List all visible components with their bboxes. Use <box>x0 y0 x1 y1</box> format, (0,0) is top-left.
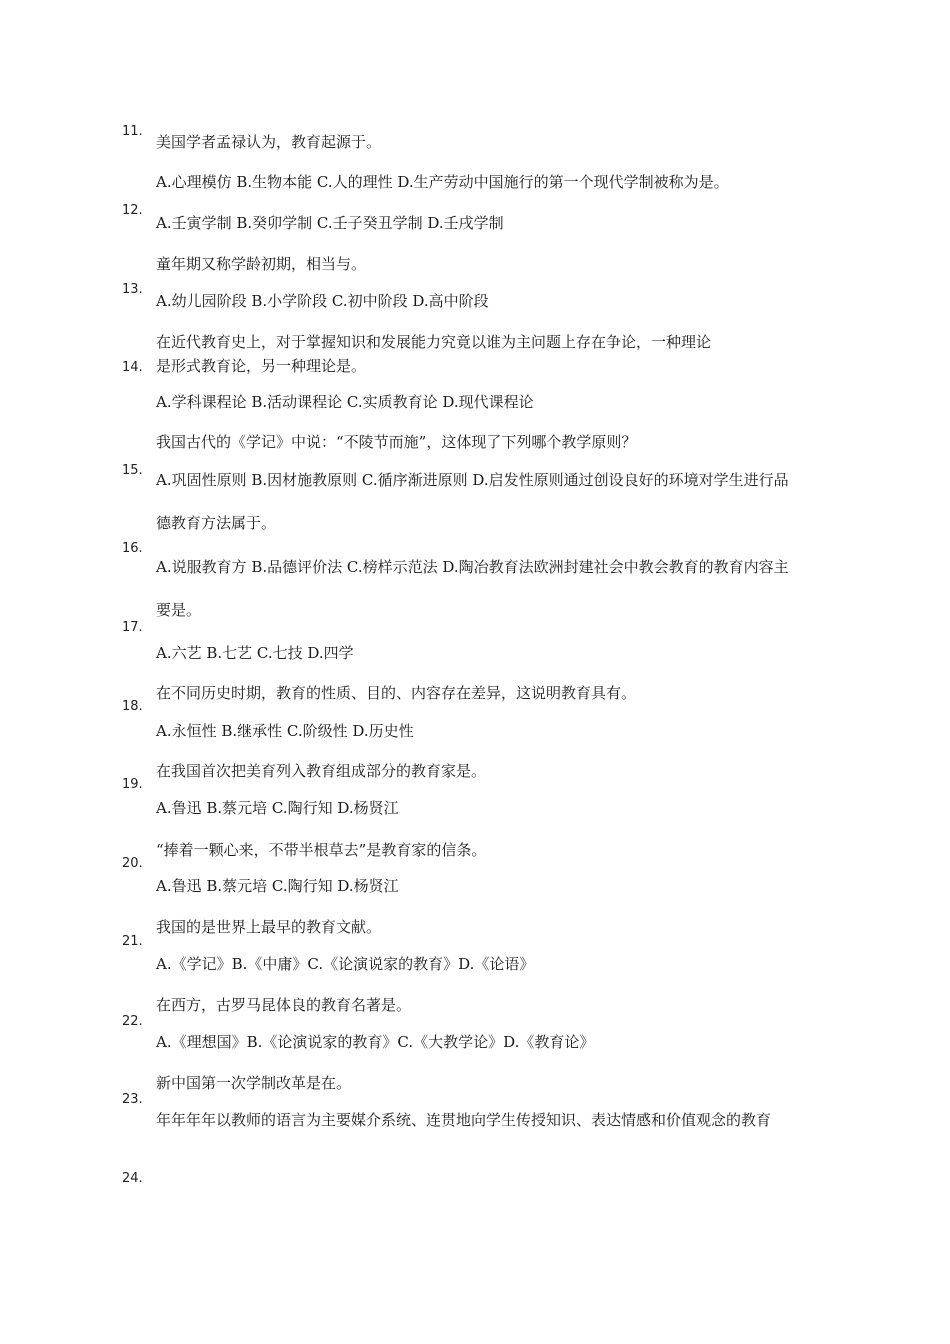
question-text: 我国的是世界上最早的教育文献。 <box>156 918 382 936</box>
question-number: 14. <box>122 360 143 375</box>
question-text: 在西方，古罗马昆体良的教育名著是。 <box>156 996 412 1014</box>
question-text: 在近代教育史上，对于掌握知识和发展能力究竟以谁为主问题上存在争论，一种理论 <box>156 333 712 351</box>
options-text: A.鲁迅 B.蔡元培 C.陶行知 D.杨贤江 <box>156 877 399 895</box>
options-text: A.《学记》B.《中庸》C.《论演说家的教育》D.《论语》 <box>156 955 535 973</box>
options-text: A.六艺 B.七艺 C.七技 D.四学 <box>156 644 354 662</box>
options-text: A.《理想国》B.《论演说家的教育》C.《大教学论》D.《教育论》 <box>156 1033 595 1051</box>
question-text: 年年年年以教师的语言为主要媒介系统、连贯地向学生传授知识、表达情感和价值观念的教育 <box>156 1111 772 1129</box>
options-text: A.说服教育方 B.品德评价法 C.榜样示范法 D.陶冶教育法欧洲封建社会中教会教育的教育内容主 <box>156 558 789 576</box>
question-number: 16. <box>122 541 143 556</box>
question-text: 在不同历史时期，教育的性质、目的、内容存在差异，这说明教育具有。 <box>156 684 637 702</box>
question-number: 20. <box>122 856 143 871</box>
options-text: A.学科课程论 B.活动课程论 C.实质教育论 D.现代课程论 <box>156 393 534 411</box>
question-number: 18. <box>122 699 143 714</box>
options-text: A.幼儿园阶段 B.小学阶段 C.初中阶段 D.高中阶段 <box>156 292 489 310</box>
question-text: 在我国首次把美育列入教育组成部分的教育家是。 <box>156 762 487 780</box>
question-text: 童年期又称学龄初期，相当与。 <box>156 255 367 273</box>
question-number: 12. <box>122 203 143 218</box>
question-text: 要是。 <box>156 601 202 619</box>
question-text: 德教育方法属于。 <box>156 514 277 532</box>
question-number: 19. <box>122 777 143 792</box>
question-number: 21. <box>122 934 143 949</box>
options-text: A.鲁迅 B.蔡元培 C.陶行知 D.杨贤江 <box>156 799 399 817</box>
question-number: 22. <box>122 1014 143 1029</box>
question-number: 23. <box>122 1092 143 1107</box>
question-number: 11. <box>122 124 143 139</box>
options-text: A.壬寅学制 B.癸卯学制 C.壬子癸丑学制 D.壬戌学制 <box>156 214 504 232</box>
question-text: 新中国第一次学制改革是在。 <box>156 1074 352 1092</box>
question-text: 美国学者孟禄认为，教育起源于。 <box>156 133 382 151</box>
options-text: A.永恒性 B.继承性 C.阶级性 D.历史性 <box>156 722 414 740</box>
question-number: 15. <box>122 463 143 478</box>
question-text: “捧着一颗心来，不带半根草去”是教育家的信条。 <box>156 841 487 859</box>
question-text: 我国古代的《学记》中说：“不陵节而施”，这体现了下列哪个教学原则？ <box>156 433 637 451</box>
question-text: 是形式教育论，另一种理论是。 <box>156 357 367 375</box>
options-text: A.心理模仿 B.生物本能 C.人的理性 D.生产劳动中国施行的第一个现代学制被称为是。 <box>156 173 729 191</box>
question-number: 17. <box>122 620 143 635</box>
options-text: A.巩固性原则 B.因材施教原则 C.循序渐进原则 D.启发性原则通过创设良好的环境对学生进行品 <box>156 471 789 489</box>
question-number: 24. <box>122 1171 143 1186</box>
question-number: 13. <box>122 282 143 297</box>
